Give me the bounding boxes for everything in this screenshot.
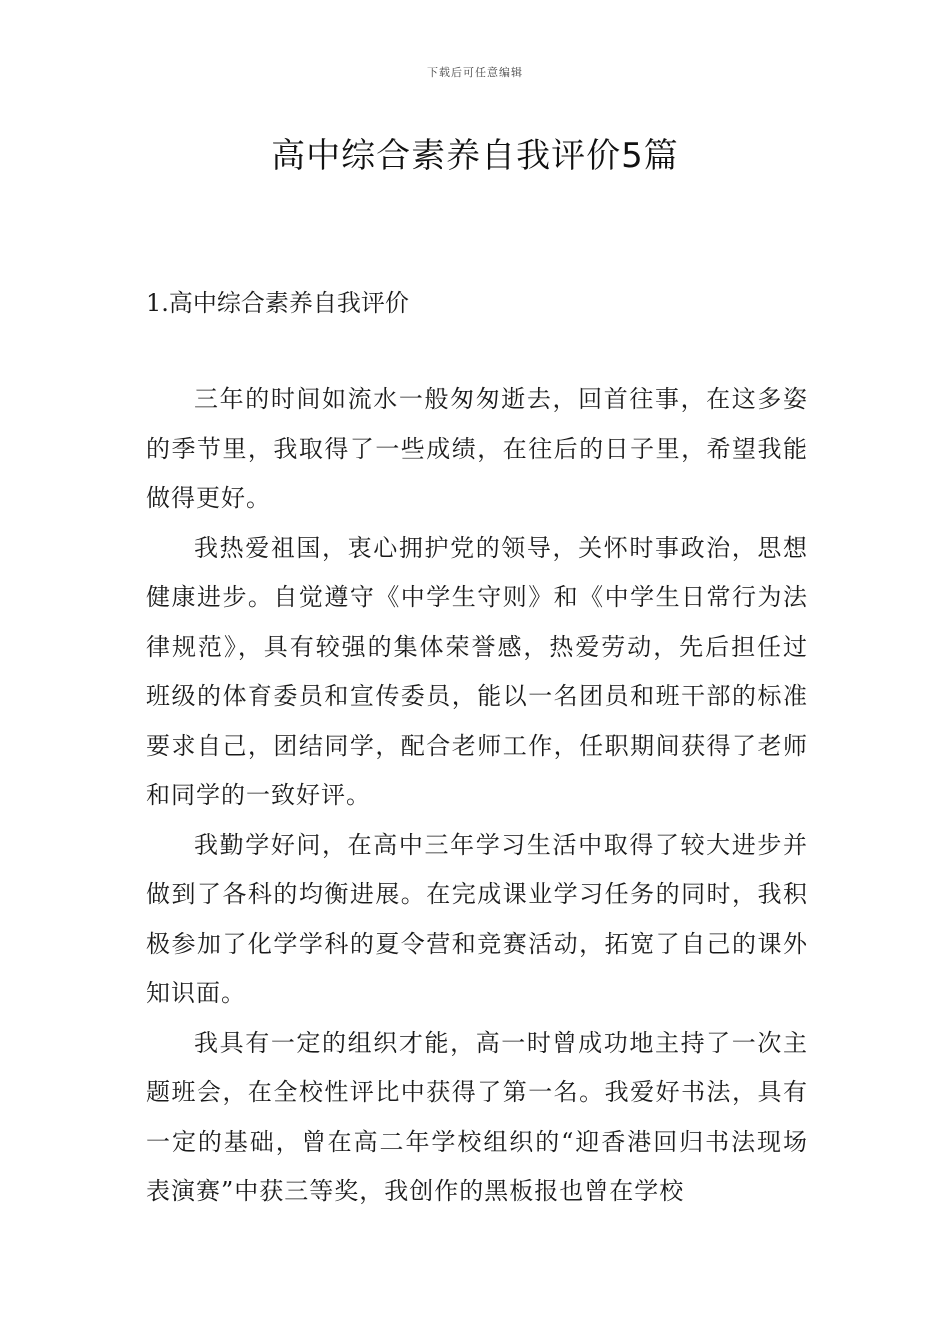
paragraph: 三年的时间如流水一般匆匆逝去，回首往事，在这多姿的季节里，我取得了一些成绩，在往后的日子里，希望我能做得更好。 <box>146 385 808 512</box>
paragraph: 我具有一定的组织才能，高一时曾成功地主持了一次主题班会，在全校性评比中获得了第一名。我爱好书法，具有一定的基础，曾在高二年学校组织的“迎香港回归书法现场表演赛”中获三等奖，我创作的黑板报也曾在学校 <box>146 1028 808 1205</box>
page-header-note: 下载后可任意编辑 <box>427 66 523 79</box>
paragraph: 我勤学好问，在高中三年学习生活中取得了较大进步并做到了各科的均衡进展。在完成课业学习任务的同时，我积极参加了化学学科的夏令营和竞赛活动，拓宽了自己的课外知识面。 <box>146 830 808 1007</box>
body-text <box>146 375 808 1217</box>
document-title: 高中综合素养自我评价5篇 <box>271 136 679 176</box>
section-heading: 1.高中综合素养自我评价 <box>146 289 409 317</box>
paragraph: 我热爱祖国，衷心拥护党的领导，关怀时事政治，思想健康进步。自觉遵守《中学生守则》和《中学生日常行为法律规范》，具有较强的集体荣誉感，热爱劳动，先后担任过班级的体育委员和宣传委员，能以一名团员和班干部的标准要求自己，团结同学，配合老师工作，任职期间获得了老师和同学的一致好评。 <box>146 533 808 809</box>
